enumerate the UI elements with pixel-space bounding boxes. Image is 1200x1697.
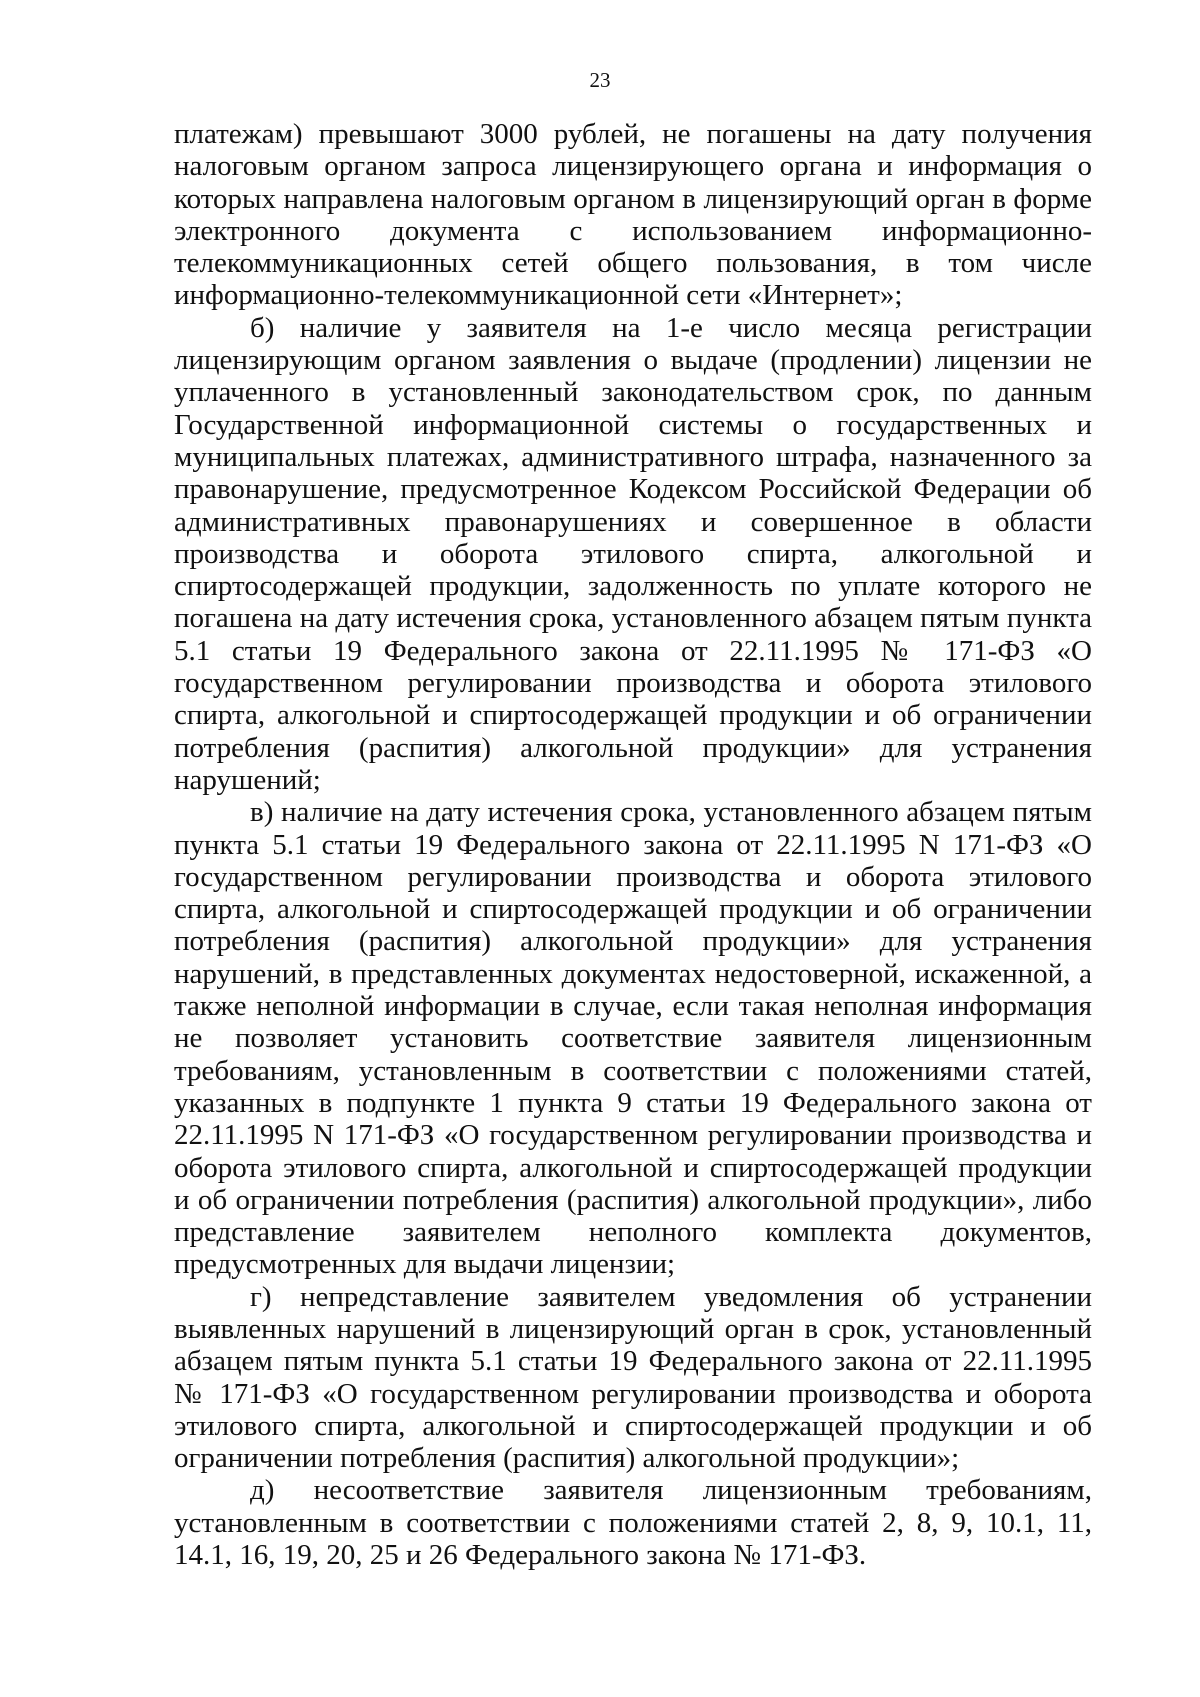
paragraph-item-b: б) наличие у заявителя на 1-е число месяца регистрации лицензирующим органом заявления о выдаче (продлении) лицензии не уплаченного в установленный законодательством срок, по данным Государственной информационной системы о государственных и муниципальных платежах, административного штрафа, назначенного за правонарушение, предусмотренное Кодексом Российской Федерации об административных правонарушениях и совершенное в области производства и оборота этилового спирта, алкогольной и спиртосодержащей продукции, задолженность по уплате которого не погашена на дату истечения срока, установленного абзацем пятым пункта 5.1 статьи 19 Федерального закона от 22.11.1995 № 171-ФЗ «О государственном регулировании производства и оборота этилового спирта, алкогольной и спиртосодержащей продукции и об ограничении потребления (распития) алкогольной продукции» для устранения нарушений; [174,311,1092,796]
document-body [174,118,1092,1571]
paragraph-item-d: д) несоответствие заявителя лицензионным требованиям, установленным в соответствии с положениями статей 2, 8, 9, 10.1, 11, 14.1, 16, 19, 20, 25 и 26 Федерального закона № 171-ФЗ. [174,1474,1092,1572]
paragraph-item-v: в) наличие на дату истечения срока, установленного абзацем пятым пункта 5.1 статьи 19 Федерального закона от 22.11.1995 N 171-ФЗ «О государственном регулировании производства и оборота этилового спирта, алкогольной и спиртосодержащей продукции и об ограничении потребления (распития) алкогольной продукции» для устранения нарушений, в представленных документах недостоверной, искаженной, а также неполной информации в случае, если такая неполная информация не позволяет установить соответствие заявителя лицензионным требованиям, установленным в соответствии с положениями статей, указанных в подпункте 1 пункта 9 статьи 19 Федерального закона от 22.11.1995 N 171-ФЗ «О государственном регулировании производства и оборота этилового спирта, алкогольной и спиртосодержащей продукции и об ограничении потребления (распития) алкогольной продукции», либо представление заявителем неполного комплекта документов, предусмотренных для выдачи лицензии; [174,796,1092,1281]
paragraph-continuation: платежам) превышают 3000 рублей, не погашены на дату получения налоговым органом запроса лицензирующего органа и информация о которых направлена налоговым органом в лицензирующий орган в форме электронного документа с использованием информационно-телекоммуникационных сетей общего пользования, в том числе информационно-телекоммуникационной сети «Интернет»; [174,118,1092,312]
paragraph-item-g: г) непредставление заявителем уведомления об устранении выявленных нарушений в лицензирующий орган в срок, установленный абзацем пятым пункта 5.1 статьи 19 Федерального закона от 22.11.1995 № 171-ФЗ «О государственном регулировании производства и оборота этилового спирта, алкогольной и спиртосодержащей продукции и об ограничении потребления (распития) алкогольной продукции»; [174,1280,1092,1475]
page-number: 23 [589,68,611,92]
